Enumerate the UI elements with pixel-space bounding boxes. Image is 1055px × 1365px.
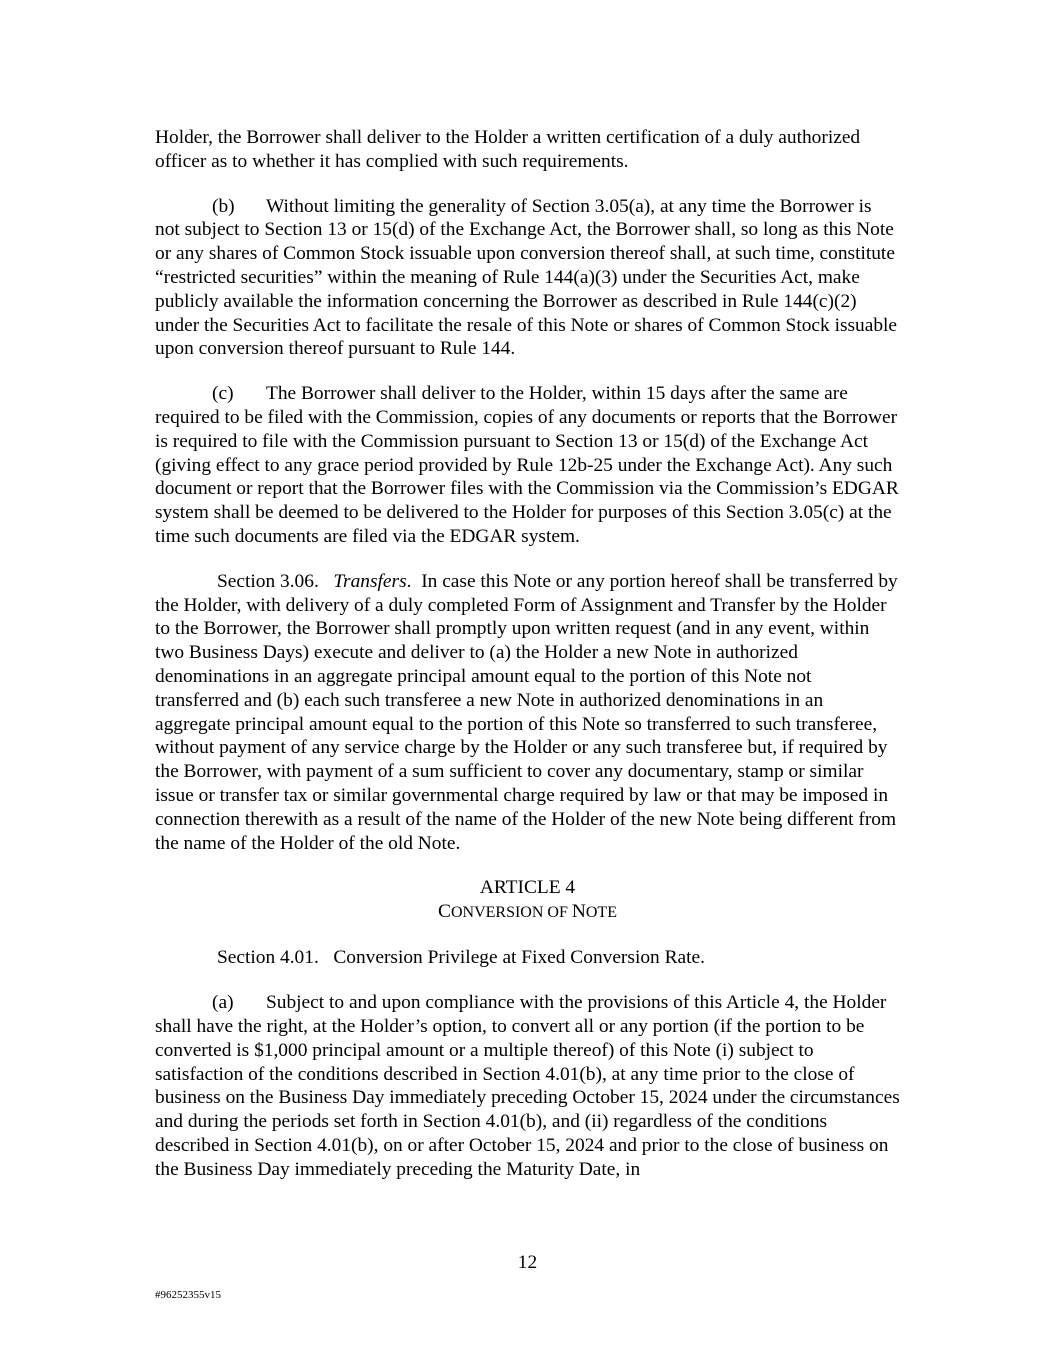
clause-text-c: The Borrower shall deliver to the Holder, within 15 days after the same are required to be filed with the Commission, copies of any documents or reports that the Borrower is required to file with the Commission pursuant to Section 13 or 15(d) of the Exchange Act (giving effect to any grace period provided by Rule 12b-25 under the Exchange Act). Any such document or report that the Borrower files with the Commission via the Commission’s EDGAR system shall be deemed to be delivered to the Holder for purposes of this Section 3.05(c) at the time such documents are filed via the EDGAR system. — [155, 383, 899, 547]
section-3-06: Section 3.06. Transfers. In case this Note or any portion hereof shall be transferred by the Holder, with delivery of a duly completed Form of Assignment and Transfer by the Holder to the Borrower, the Borrower shall promptly upon written request (and in any event, within two Business Days) execute and deliver to (a) the Holder a new Note in authorized denominations in an aggregate principal amount equal to the portion of this Note not transferred and (b) each such transferee a new Note in authorized denominations in an aggregate principal amount equal to the portion of this Note so transferred to such transferee, without payment of any service charge by the Holder or any such transferee but, if required by the Borrower, with payment of a sum sufficient to cover any documentary, stamp or similar issue or transfer tax or similar governmental charge required by law or that may be imposed in connection therewith as a result of the name of the Holder of the new Note being different from the name of the Holder of the old Note. — [155, 570, 898, 854]
document-body — [155, 126, 900, 1202]
section-text: In case this Note or any portion hereof shall be transferred by the Holder, with delivery of a duly completed Form of Assignment and Transfer by the Holder to the Borrower, the Borrower shall promptly upon written request (and in any event, within two Business Days) execute and deliver to (a) the Holder a new Note in authorized denominations in an aggregate principal amount equal to the portion of this Note not transferred and (b) each such transferee a new Note in authorized denominations in an aggregate principal amount equal to the portion of this Note so transferred to such transferee, without payment of any service charge by the Holder or any such transferee but, if required by the Borrower, with payment of a sum sufficient to cover any documentary, stamp or similar issue or transfer tax or similar governmental charge required by law or that may be imposed in connection therewith as a result of the name of the Holder of the new Note being different from the name of the Holder of the old Note. — [155, 570, 898, 854]
article-title: ARTICLE 4 — [479, 877, 576, 899]
section-title: Conversion Privilege at Fixed Conversion Rate. — [333, 947, 705, 969]
page-number: 12 — [517, 1252, 538, 1273]
section-number: Section 3.06. — [217, 570, 319, 592]
clause-label-b: (b) — [212, 195, 235, 217]
clause-text-b: Without limiting the generality of Section 3.05(a), at any time the Borrower is not subject to Section 13 or 15(d) of the Exchange Act, the Borrower shall, so long as this Note or any shares of Common Stock issuable upon conversion thereof shall, at such time, constitute “restricted securities” within the meaning of Rule 144(a)(3) under the Securities Act, make publicly available the information concerning the Borrower as described in Rule 144(c)(2) under the Securities Act to facilitate the resale of this Note or shares of Common Stock issuable upon conversion thereof pursuant to Rule 144. — [155, 195, 898, 360]
paragraph-3-05-b — [155, 195, 900, 362]
section-title: Transfers — [333, 570, 407, 592]
article-subtitle: CONVERSION OF NOTE — [438, 901, 617, 923]
clause-text-a: Subject to and upon compliance with the provisions of this Article 4, the Holder shall have the right, at the Holder’s option, to convert all or any portion (if the portion to be converted is $1,000 principal amount or a multiple thereof) of this Note (i) subject to satisfaction of the conditions described in Section 4.01(b), at any time prior to the close of business on the Business Day immediately preceding October 15, 2024 under the circumstances and during the periods set forth in Section 4.01(b), and (ii) regardless of the conditions described in Section 4.01(b), on or after October 15, 2024 and prior to the close of business on the Business Day immediately preceding the Maturity Date, in — [155, 992, 900, 1180]
paragraph-3-05-c — [155, 382, 900, 549]
clause-label-a: (a) — [212, 992, 234, 1014]
section-4-01-heading — [155, 946, 900, 970]
section-number: Section 4.01. — [217, 947, 319, 969]
paragraph-4-01-a — [155, 991, 900, 1181]
document-id: #96252355v15 — [155, 1289, 221, 1301]
paragraph-continuation: Holder, the Borrower shall deliver to the Holder a written certification of a duly authorized officer as to whether it has complied with such requirements. — [155, 127, 861, 172]
clause-label-c: (c) — [212, 383, 234, 405]
